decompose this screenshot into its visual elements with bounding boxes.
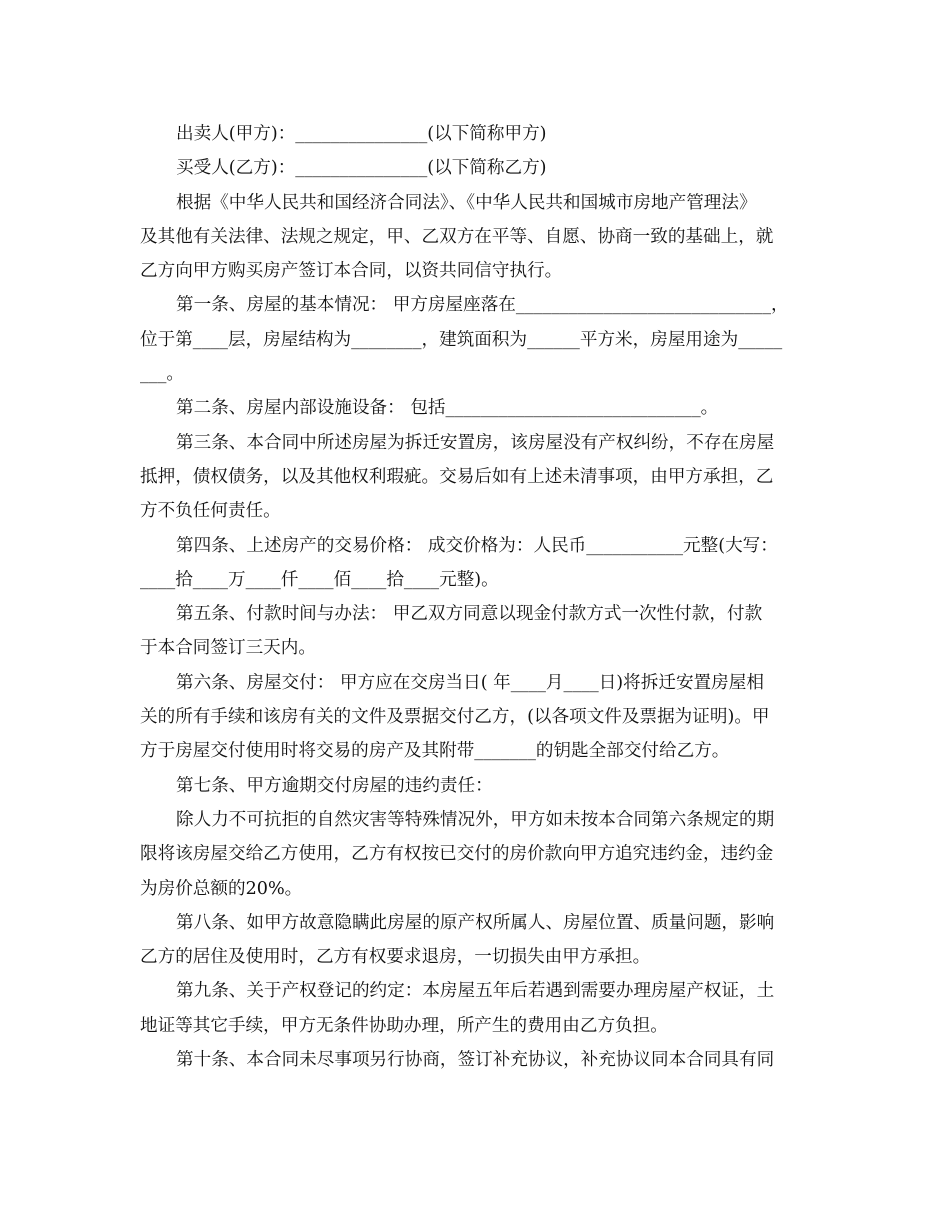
article-9-line-1: 第九条、关于产权登记的约定：本房屋五年后若遇到需要办理房屋产权证，土 xyxy=(176,981,775,1002)
article-1-line-1: 第一条、房屋的基本情况： 甲方房屋座落在_____________________________， xyxy=(176,295,789,316)
article-3-line-2: 抵押，债权债务，以及其他权利瑕疵。交易后如有上述未清事项，由甲方承担，乙 xyxy=(140,466,774,487)
contract-body xyxy=(140,117,830,1077)
article-3-line-3: 方不负任何责任。 xyxy=(140,501,281,522)
article-7-line-1: 除人力不可抗拒的自然灾害等特殊情况外，甲方如未按本合同第六条规定的期 xyxy=(176,809,775,830)
article-6-line-3: 方于房屋交付使用时将交易的房产及其附带_______的钥匙全部交付给乙方。 xyxy=(140,741,730,762)
article-7-line-3: 为房价总额的20%。 xyxy=(140,878,303,899)
article-9-line-2: 地证等其它手续，甲方无条件协助办理，所产生的费用由乙方负担。 xyxy=(140,1015,668,1036)
article-4-line-1: 第四条、上述房产的交易价格： 成交价格为：人民币___________元整(大写： xyxy=(176,535,778,556)
article-8-line-2: 乙方的居住及使用时，乙方有权要求退房，一切损失由甲方承担。 xyxy=(140,947,651,968)
article-2-line-1: 第二条、房屋内部设施设备： 包括_____________________________。 xyxy=(176,398,719,419)
article-8-line-1: 第八条、如甲方故意隐瞒此房屋的原产权所属人、房屋位置、质量问题，影响 xyxy=(176,912,775,933)
article-5-line-2: 于本合同签订三天内。 xyxy=(140,638,316,659)
article-1-line-2: 位于第____层，房屋结构为________，建筑面积为______平方米，房屋用途为_____ xyxy=(140,329,783,350)
preamble-line-3: 乙方向甲方购买房产签订本合同，以资共同信守执行。 xyxy=(140,261,563,282)
preamble-line-2: 及其他有关法律、法规之规定，甲、乙双方在平等、自愿、协商一致的基础上，就 xyxy=(140,226,774,247)
article-10-line-1: 第十条、本合同未尽事项另行协商，签订补充协议，补充协议同本合同具有同 xyxy=(176,1050,775,1071)
article-7-line-2: 限将该房屋交给乙方使用，乙方有权按已交付的房价款向甲方追究违约金，违约金 xyxy=(140,844,774,865)
article-7-heading: 第七条、甲方逾期交付房屋的违约责任： xyxy=(176,775,493,796)
seller-line: 出卖人(甲方)：_______________(以下简称甲方) xyxy=(176,124,547,144)
article-5-line-1: 第五条、付款时间与办法： 甲乙双方同意以现金付款方式一次性付款，付款 xyxy=(176,604,763,625)
preamble-line-1: 根据《中华人民共和国经济合同法》、《中华人民共和国城市房地产管理法》 xyxy=(176,192,757,213)
article-1-line-3: ___。 xyxy=(140,364,184,385)
buyer-line: 买受人(乙方)：_______________(以下简称乙方) xyxy=(176,158,547,179)
article-6-line-2: 关的所有手续和该房有关的文件及票据交付乙方，(以各项文件及票据为证明)。甲 xyxy=(140,707,770,728)
article-4-line-2: ____拾____万____仟____佰____拾____元整)。 xyxy=(140,569,499,590)
article-6-line-1: 第六条、房屋交付： 甲方应在交房当日( 年____月____日)将拆迁安置房屋相 xyxy=(176,672,764,693)
article-3-line-1: 第三条、本合同中所述房屋为拆迁安置房，该房屋没有产权纠纷，不存在房屋 xyxy=(176,432,775,453)
